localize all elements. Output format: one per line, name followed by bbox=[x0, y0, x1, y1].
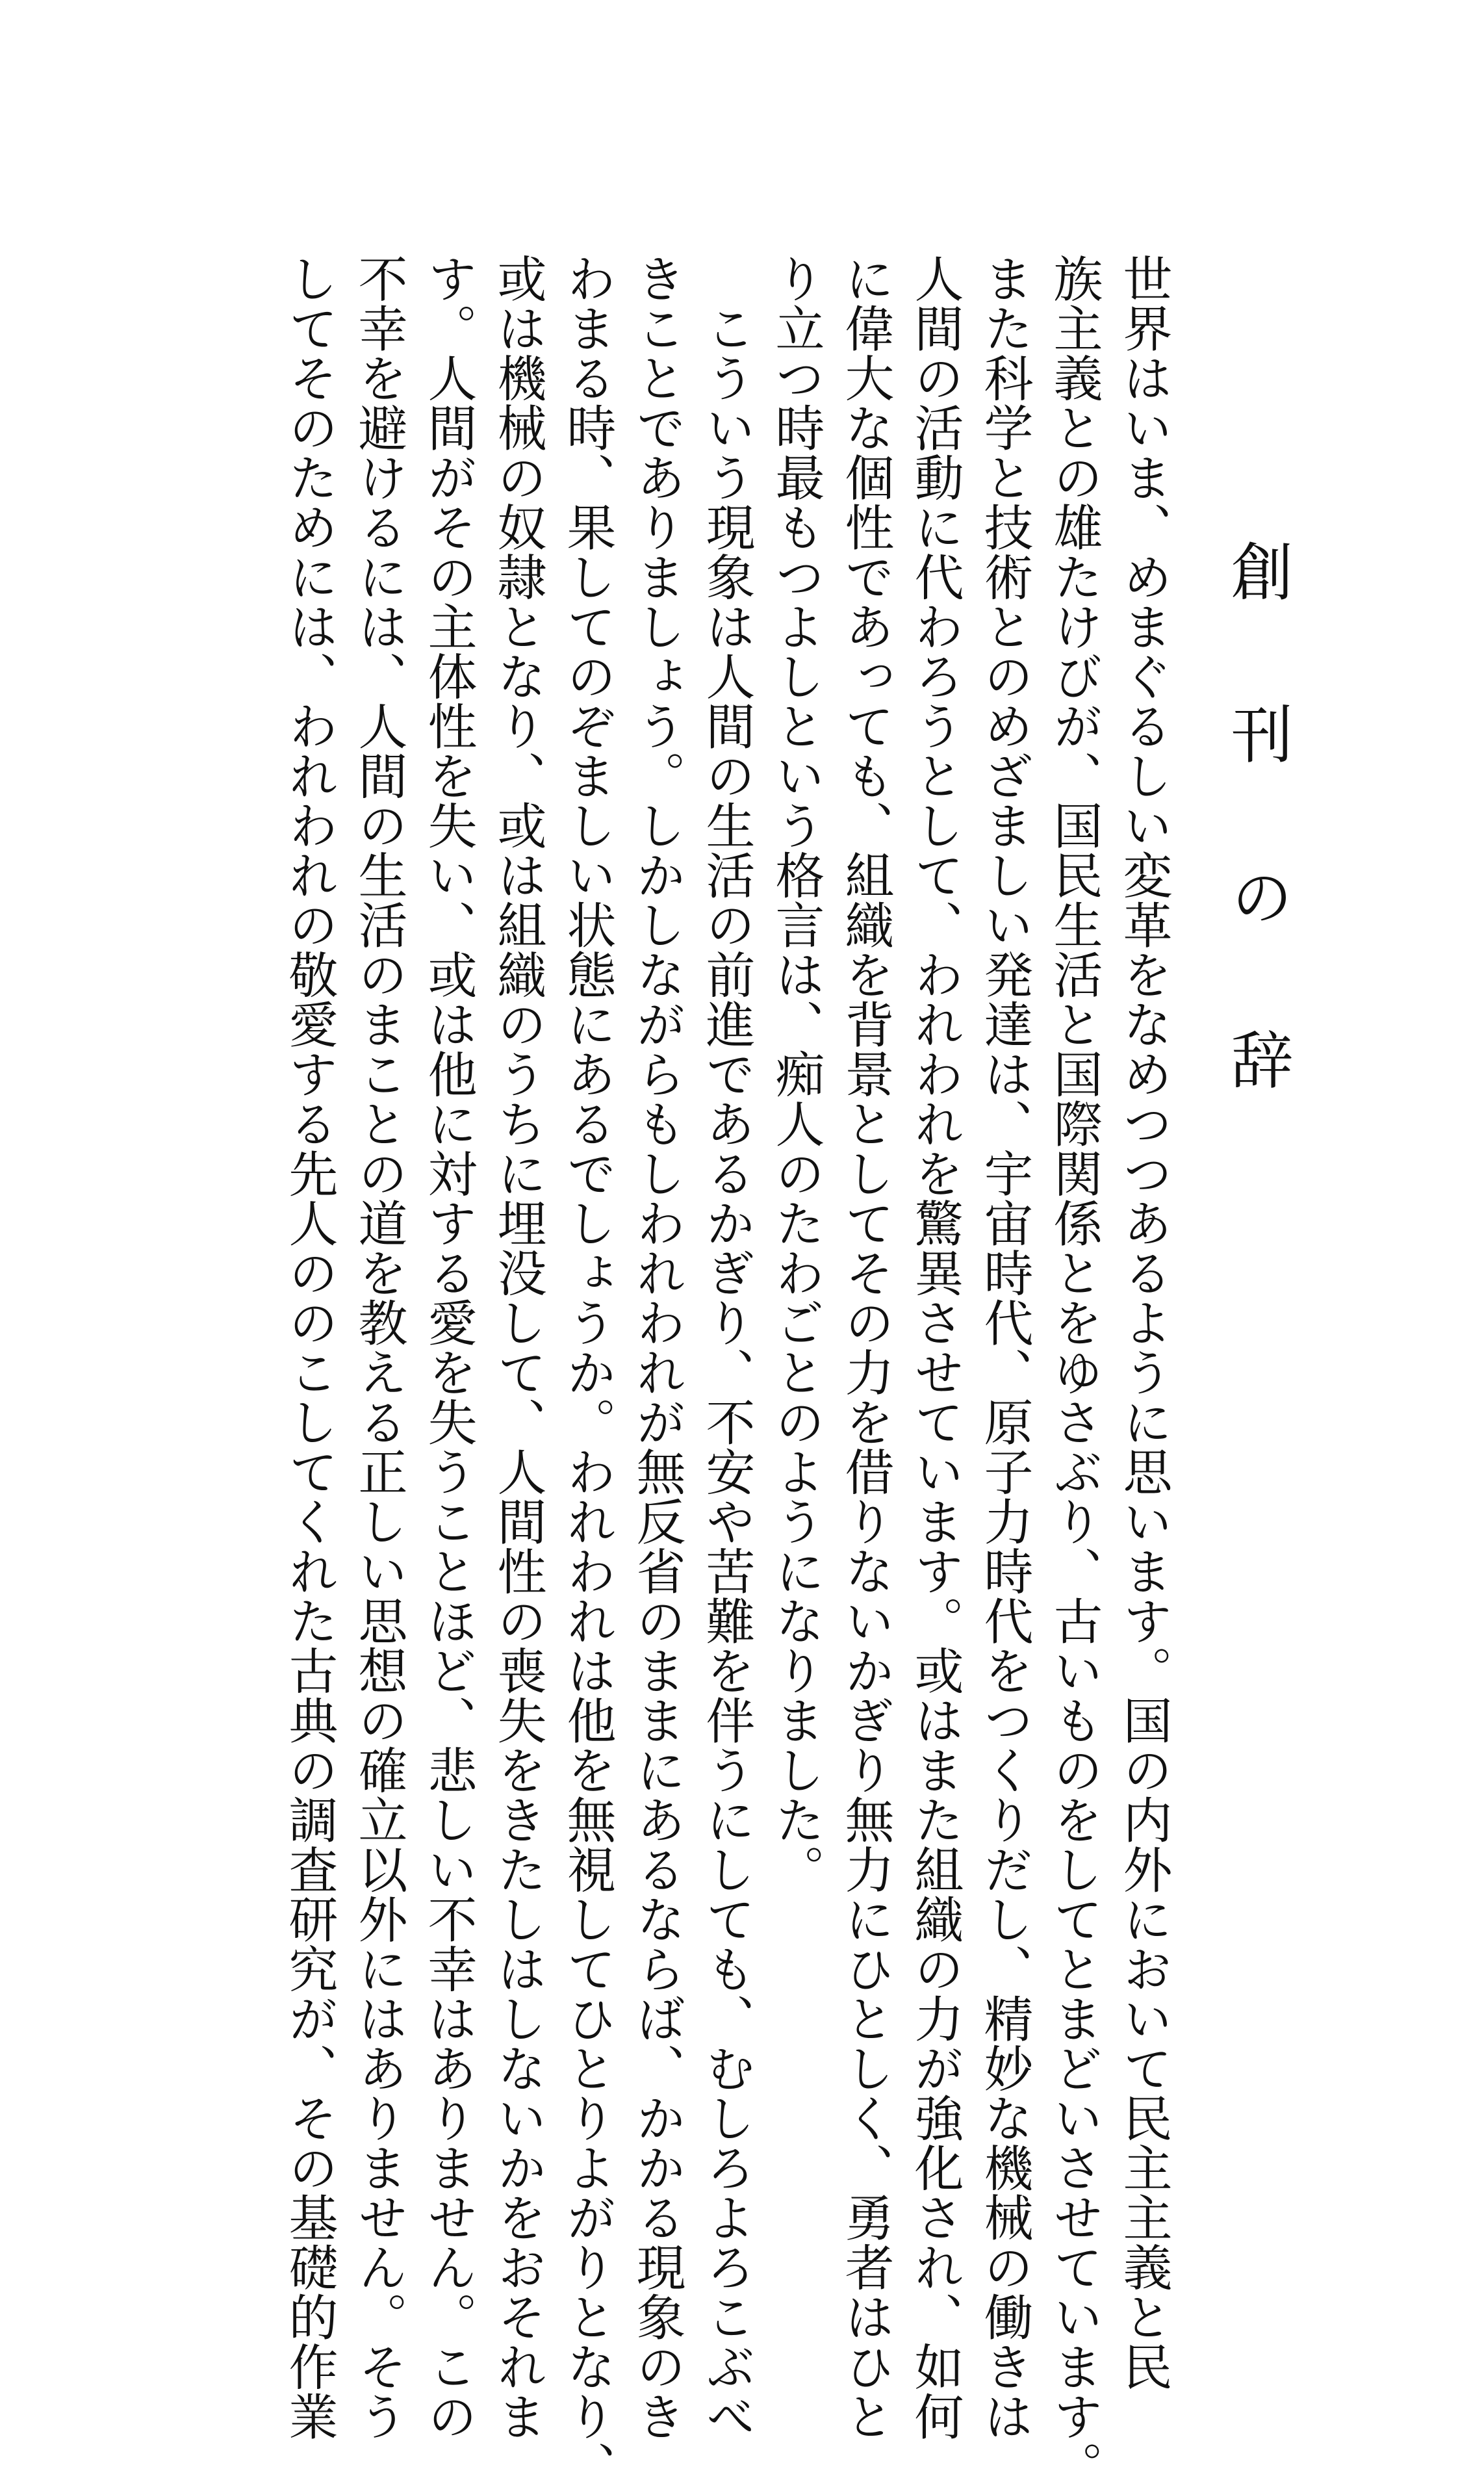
text-line: してそのためには、われわれの敬愛する先人ののこしてくれた古典の調査研究が、その基礎的作業 bbox=[281, 253, 339, 2441]
text-line: 人間の活動に代わろうとして、われわれを驚異させています。或はまた組織の力が強化され、如何 bbox=[906, 253, 964, 2441]
text-line: 或は機械の奴隷となり、或は組織のうちに埋没して、人間性の喪失をきたしはしないかをおそれま bbox=[489, 253, 547, 2441]
text-line: また科学と技術とのめざましい発達は、宇宙時代、原子力時代をつくりだし、精妙な機械の働きは bbox=[976, 253, 1034, 2441]
text-line: 族主義との雄たけびが、国民生活と国際関係とをゆさぶり、古いものをしてとまどいさせています。 bbox=[1045, 253, 1103, 2491]
text-line: 不幸を避けるには、人間の生活のまことの道を教える正しい思想の確立以外にはありません。そう bbox=[350, 253, 408, 2441]
page-title: 創 刊 の 辞 bbox=[1221, 539, 1294, 1131]
text-line: 世界はいま、めまぐるしい変革をなめつつあるように思います。国の内外において民主主義と民 bbox=[1115, 253, 1173, 2392]
text-line: す。人間がその主体性を失い、或は他に対する愛を失うことほど、悲しい不幸はありません。この bbox=[420, 253, 478, 2441]
body-text bbox=[275, 253, 1179, 2491]
text-line: り立つ時最もつよしという格言は、痴人のたわごとのようになりました。 bbox=[767, 253, 825, 1894]
text-line: きことでありましょう。しかしながらもしわれわれが無反省のままにあるならば、かかる現象のき bbox=[628, 253, 686, 2441]
text-line: こういう現象は人間の生活の前進であるかぎり、不安や苦難を伴うにしても、むしろよろこぶべ bbox=[698, 253, 756, 2441]
text-line: に偉大な個性であっても、組織を背景としてその力を借りないかぎり無力にひとしく、勇者はひと bbox=[837, 253, 895, 2441]
text-line: わまる時、果してのぞましい状態にあるでしょうか。われわれは他を無視してひとりよがりとなり、 bbox=[559, 253, 617, 2491]
